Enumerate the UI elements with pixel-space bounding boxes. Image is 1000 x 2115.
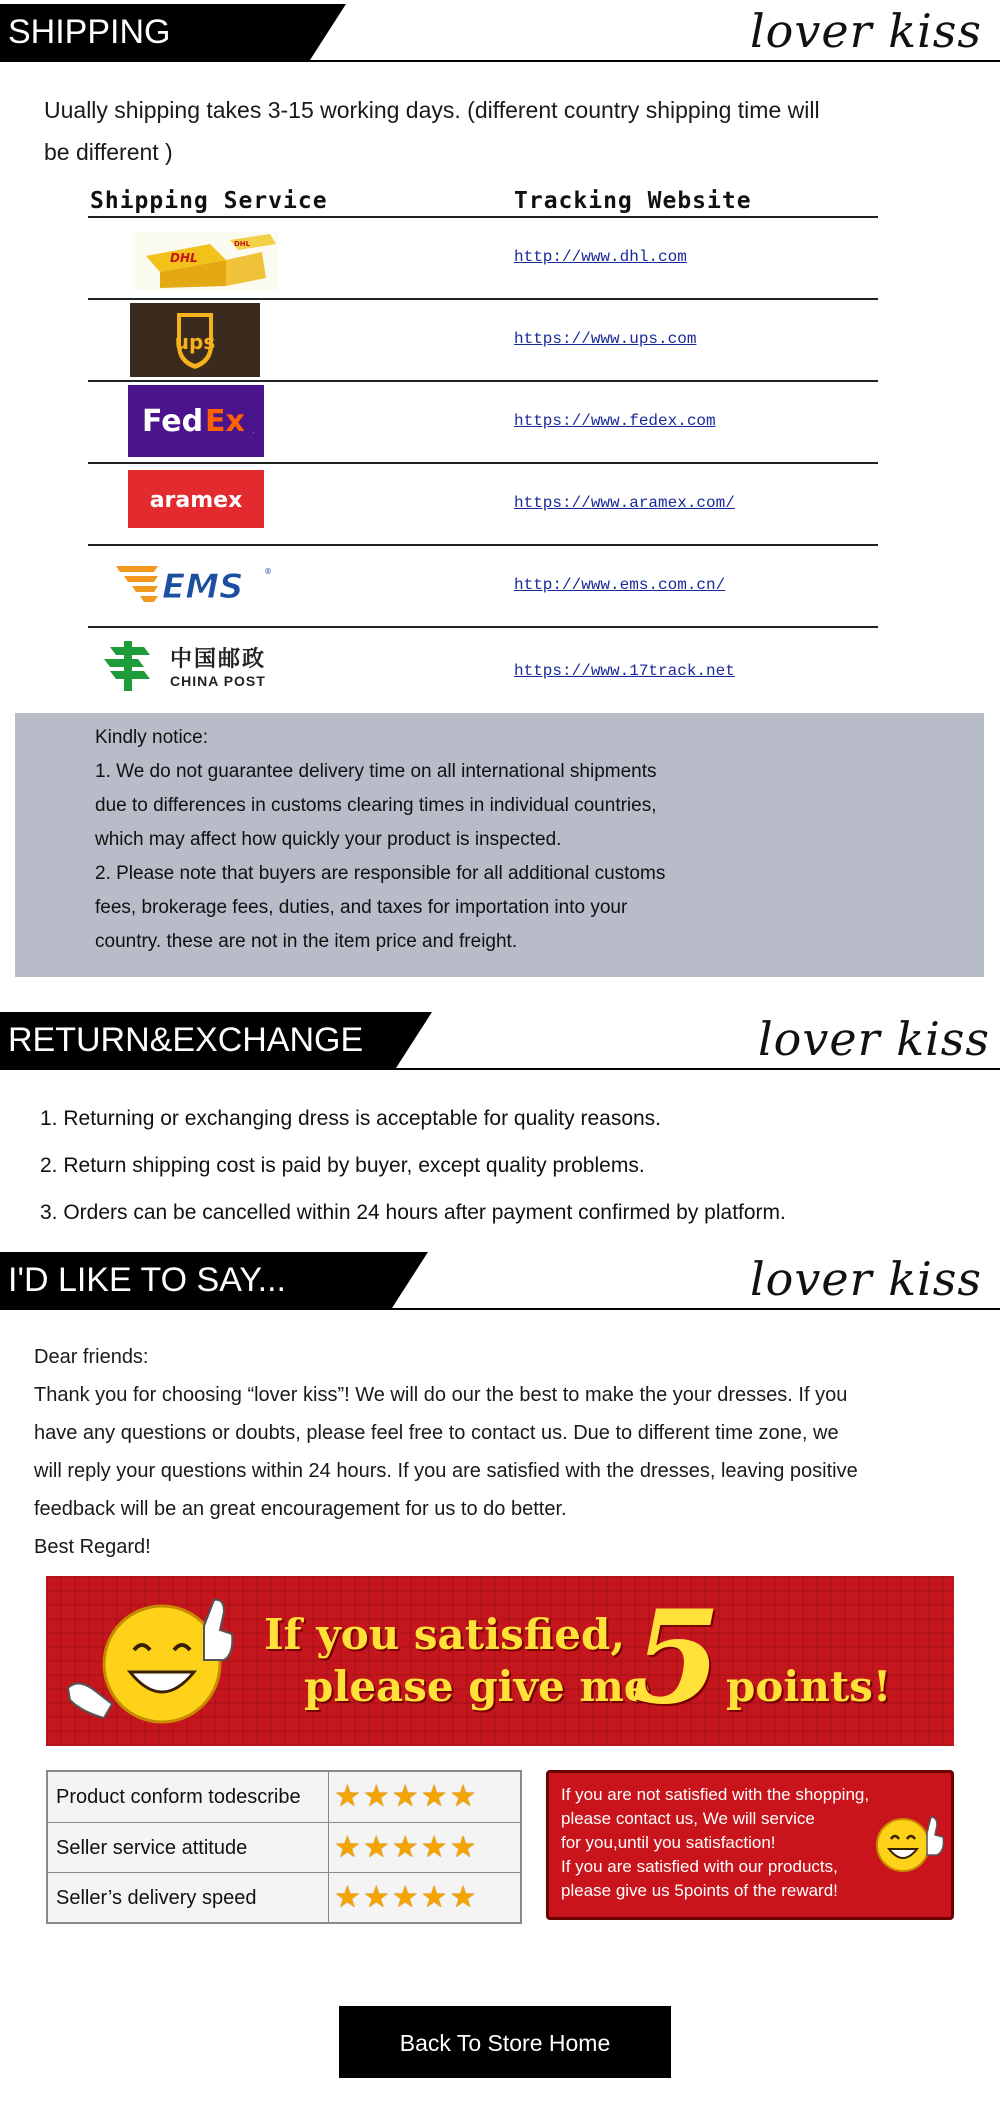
ups-tracking-link[interactable]: https://www.ups.com (514, 330, 697, 348)
return-title: RETURN&EXCHANGE (0, 1012, 396, 1068)
return-policy-item: 1. Returning or exchanging dress is acceptable for quality reasons. (40, 1107, 662, 1130)
say-line: Dear friends: (34, 1346, 149, 1368)
back-to-store-button[interactable]: Back To Store Home (339, 2006, 671, 2078)
notice-title: Kindly notice: (95, 727, 209, 748)
dhl-tracking-link[interactable]: http://www.dhl.com (514, 248, 687, 266)
say-line: feedback will be an great encouragement for us to do better. (34, 1498, 567, 1520)
svg-text:®: ® (264, 567, 272, 576)
say-line: Best Regard! (34, 1536, 151, 1558)
ems-tracking-link[interactable]: http://www.ems.com.cn/ (514, 576, 726, 594)
say-line: have any questions or doubts, please feel free to contact us. Due to different time zone, we (34, 1422, 839, 1444)
divider (0, 60, 1000, 62)
message-line: for you,until you satisfaction! (561, 1833, 776, 1852)
svg-text:Ex: Ex (205, 404, 245, 439)
say-title: I'D LIKE TO SAY... (0, 1252, 392, 1308)
notice-line: which may affect how quickly your product is inspected. (95, 829, 562, 850)
table-divider (88, 544, 878, 546)
table-divider (88, 462, 878, 464)
fedex-icon (128, 385, 264, 457)
dhl-icon (130, 226, 280, 296)
say-section-header (0, 1252, 1000, 1314)
ems-icon (114, 558, 280, 606)
china-post-chinese-name: 中国邮政 (170, 646, 267, 672)
return-section-header (0, 1012, 1000, 1074)
china-post-icon (100, 635, 160, 695)
notice-line: due to differences in customs clearing times in individual countries, (95, 795, 657, 816)
china-post-tracking-link[interactable]: https://www.17track.net (514, 662, 735, 680)
aramex-tracking-link[interactable]: https://www.aramex.com/ (514, 494, 735, 512)
ups-logo (130, 303, 260, 377)
notice-line: country. these are not in the item price and freight. (95, 931, 518, 952)
rating-label: Seller’s delivery speed (56, 1887, 257, 1909)
shipping-intro-line-2: be different ) (44, 139, 173, 165)
table-divider (88, 380, 878, 382)
china-post-logo (100, 632, 310, 698)
notice-line: 2. Please note that buyers are responsible for all additional customs (95, 863, 666, 884)
svg-text:ups: ups (174, 330, 216, 354)
notice-line: 1. We do not guarantee delivery time on all international shipments (95, 761, 657, 782)
message-line: If you are not satisfied with the shopping, (561, 1785, 870, 1804)
banner-number: 5 (632, 1583, 722, 1733)
notice-line: fees, brokerage fees, duties, and taxes for importation into your (95, 897, 628, 918)
aramex-icon (128, 470, 264, 528)
banner-line-1: If you satisfied, (264, 1610, 626, 1659)
svg-text:DHL: DHL (234, 240, 251, 248)
thumbs-up-smiley-icon (64, 1594, 234, 1734)
ups-icon (130, 303, 260, 377)
return-policy-item: 2. Return shipping cost is paid by buyer, except quality problems. (40, 1154, 645, 1177)
rating-row (48, 1772, 520, 1822)
svg-text:DHL: DHL (170, 251, 198, 265)
table-divider (88, 626, 878, 628)
message-line: please give us 5points of the reward! (561, 1881, 838, 1900)
shipping-intro-line-1: Uually shipping takes 3-15 working days. (different country shipping time will (44, 97, 820, 123)
rating-table (46, 1770, 522, 1924)
aramex-logo (128, 470, 264, 528)
message-line: please contact us, We will service (561, 1809, 815, 1828)
say-line: Thank you for choosing “lover kiss”! We will do our the best to make the your dresses. If you (34, 1384, 848, 1406)
five-stars-icon: ★★★★★ (334, 1831, 479, 1864)
ems-logo (114, 558, 280, 606)
fedex-tracking-link[interactable]: https://www.fedex.com (514, 412, 716, 430)
table-divider (88, 298, 878, 300)
table-divider (88, 216, 878, 218)
brand-logo: lover kiss (757, 1012, 990, 1066)
five-stars-icon: ★★★★★ (334, 1780, 479, 1813)
five-points-banner (46, 1576, 954, 1746)
svg-text:.: . (252, 426, 255, 435)
banner-line-3: points! (726, 1662, 892, 1711)
china-post-english-name: CHINA POST (170, 672, 266, 689)
satisfaction-message-box (546, 1770, 954, 1920)
rating-row (48, 1822, 520, 1873)
thumbs-up-smiley-icon (867, 1811, 947, 1877)
fedex-logo (128, 385, 264, 457)
shipping-title: SHIPPING (0, 4, 310, 60)
rating-label: Product conform todescribe (56, 1786, 301, 1808)
svg-text:Fed: Fed (142, 404, 204, 439)
shipping-section-header (0, 4, 1000, 66)
say-line: will reply your questions within 24 hours. If you are satisfied with the dresses, leaving positive (34, 1460, 858, 1482)
five-stars-icon: ★★★★★ (334, 1881, 479, 1914)
divider (0, 1068, 1000, 1070)
return-policy-item: 3. Orders can be cancelled within 24 hours after payment confirmed by platform. (40, 1201, 786, 1224)
svg-text:aramex: aramex (149, 488, 243, 513)
rating-label: Seller service attitude (56, 1837, 248, 1859)
banner-line-2: please give me (304, 1662, 651, 1711)
dhl-logo (130, 226, 280, 296)
column-header-tracking: Tracking Website (514, 188, 752, 214)
brand-logo: lover kiss (749, 1252, 982, 1306)
column-header-service: Shipping Service (90, 188, 328, 214)
rating-row (48, 1872, 520, 1923)
message-line: If you are satisfied with our products, (561, 1857, 838, 1876)
brand-logo: lover kiss (749, 4, 982, 58)
shipping-notice-box (15, 713, 984, 977)
svg-text:EMS: EMS (162, 567, 244, 606)
divider (0, 1308, 1000, 1310)
